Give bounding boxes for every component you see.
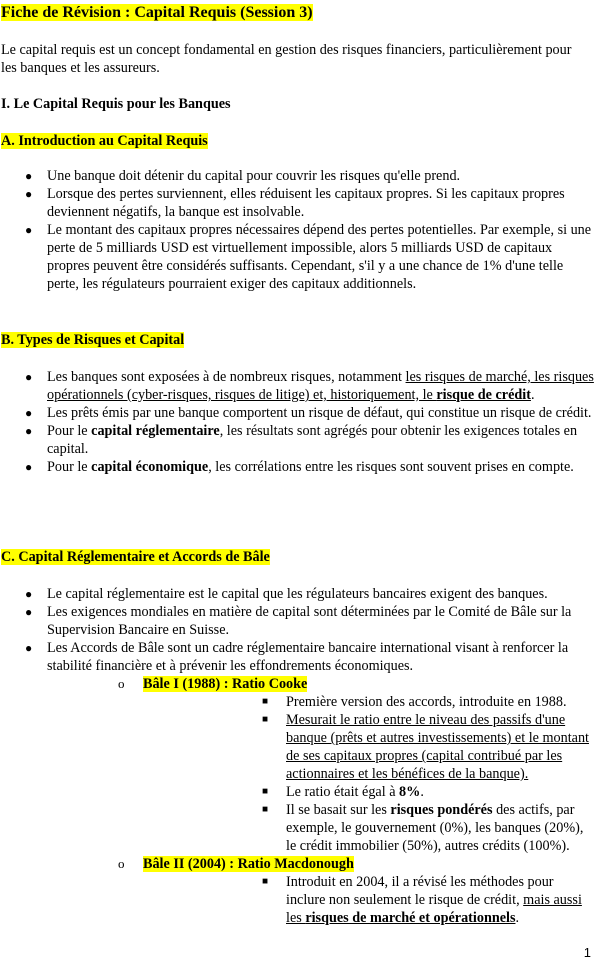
bale2-list	[143, 873, 594, 927]
list-item: ● Les banques sont exposées à de nombreux risques, notamment les risques de marché, les risques opérationnels (cyber-risques, risques de litige) et, historiquement, le risque de crédit.	[25, 369, 594, 403]
section-a-heading: A. Introduction au Capital Requis	[1, 133, 208, 149]
bale-list	[47, 675, 594, 927]
list-item: o Bâle I (1988) : Ratio Cooke ■ Première version des accords, introduite en 1988. ■ Mesurait le ratio entre le niveau des passifs d'une banque (prêts et autres investissements) et le montant de ses capitaux propres (capital contribué par les actionnaires et les bénéfices de la banque). ■ Le ratio était égal à 8%. ■ Il se basait sur les risques pondérés des actifs, par exemple, le gouvernement (0%), les banques (20%), le crédit immobilier (50%), autres crédits (100%).	[47, 675, 594, 855]
page-number: 1	[583, 945, 591, 960]
list-item: ■ Le ratio était égal à 8%.	[262, 784, 424, 800]
bullet-icon: ●	[25, 406, 33, 420]
section-a-list	[0, 167, 594, 293]
bullet-icon: ●	[25, 460, 33, 474]
bullet-icon: ●	[25, 605, 33, 619]
square-bullet-icon: ■	[262, 714, 269, 725]
list-item: ● Les Accords de Bâle sont un cadre réglementaire bancaire international visant à renforcer la stabilité financière et à prévenir les effondrements économiques. o Bâle I (1988) : Ratio Cooke ■ Première version des accords, introduite en 1988. ■ Mesurait le ratio entre le niveau des passifs d'une banque (prêts et autres investissements) et le montant de ses capitaux propres (capital contribué par les actionnaires et les bénéfices de la banque). ■ Le ratio était égal à 8%. ■ Il se basait sur les risques pondérés des actifs, par exemple, le gouvernement (0%), les banques (20%), le crédit immobilier (50%), autres crédits (100%). o Bâle II (2004) : Ratio Macdonough ■ Introduit en 2004, il a révisé les méthodes pour inclure non seulement le risque de crédit, mais aussi les risques de marché et opérationnels.	[0, 639, 594, 927]
square-bullet-icon: ■	[262, 804, 269, 815]
bullet-icon: ●	[25, 424, 33, 438]
bullet-icon: ●	[25, 370, 33, 384]
bullet-icon: ●	[25, 641, 33, 655]
list-item: ■ Première version des accords, introduite en 1988.	[262, 694, 567, 710]
bullet-icon: ●	[25, 187, 33, 201]
list-item: ● Les prêts émis par une banque comportent un risque de défaut, qui constitue un risque de crédit.	[25, 405, 592, 421]
bullet-icon: ●	[25, 587, 33, 601]
list-item: o Bâle II (2004) : Ratio Macdonough ■ Introduit en 2004, il a révisé les méthodes pour inclure non seulement le risque de crédit, mais aussi les risques de marché et opérationnels.	[47, 855, 594, 927]
bale1-list	[143, 693, 594, 855]
square-bullet-icon: ■	[262, 876, 269, 887]
bullet-icon: ●	[25, 169, 33, 183]
part-heading: I. Le Capital Requis pour les Banques	[1, 96, 231, 112]
list-item: ■ Il se basait sur les risques pondérés des actifs, par exemple, le gouvernement (0%), les banques (20%), le crédit immobilier (50%), autres crédits (100%).	[262, 802, 584, 854]
list-item: ● Pour le capital économique, les corrélations entre les risques sont souvent prises en compte.	[25, 459, 574, 475]
section-b-list	[0, 368, 594, 476]
circle-bullet-icon: o	[118, 856, 125, 871]
list-item: ● Les exigences mondiales en matière de capital sont déterminées par le Comité de Bâle sur la Supervision Bancaire en Suisse.	[25, 604, 572, 638]
section-c-heading: C. Capital Réglementaire et Accords de Bâle	[1, 549, 270, 565]
intro-paragraph: Le capital requis est un concept fondamental en gestion des risques financiers, particulièrement pour les banques et les assureurs.	[1, 42, 572, 76]
list-item: ● Lorsque des pertes surviennent, elles réduisent les capitaux propres. Si les capitaux propres deviennent négatifs, la banque est insolvable.	[25, 186, 565, 220]
list-item: ● Le montant des capitaux propres nécessaires dépend des pertes potentielles. Par exemple, si une perte de 5 milliards USD est virtuellement impossible, alors 5 milliards USD de capitaux propres peuvent être considérés suffisants. Cependant, s'il y a une chance de 1% d'une telle perte, les régulateurs pourraient exiger des capitaux additionnels.	[25, 222, 592, 292]
section-b-heading: B. Types de Risques et Capital	[1, 332, 185, 348]
square-bullet-icon: ■	[262, 786, 269, 797]
list-item: ■ Mesurait le ratio entre le niveau des passifs d'une banque (prêts et autres investissements) et le montant de ses capitaux propres (capital contribué par les actionnaires et les bénéfices de la banque).	[262, 712, 589, 782]
circle-bullet-icon: o	[118, 676, 125, 691]
list-item: ● Pour le capital réglementaire, les résultats sont agrégés pour obtenir les exigences totales en capital.	[25, 423, 578, 457]
list-item: ■ Introduit en 2004, il a révisé les méthodes pour inclure non seulement le risque de crédit, mais aussi les risques de marché et opérationnels.	[262, 874, 582, 926]
list-item: ● Le capital réglementaire est le capital que les régulateurs bancaires exigent des banques.	[25, 586, 548, 602]
list-item: ● Une banque doit détenir du capital pour couvrir les risques qu'elle prend.	[25, 168, 461, 184]
document-title: Fiche de Révision : Capital Requis (Session 3)	[1, 4, 313, 21]
section-c-list	[0, 585, 594, 927]
square-bullet-icon: ■	[262, 696, 269, 707]
bullet-icon: ●	[25, 223, 33, 237]
